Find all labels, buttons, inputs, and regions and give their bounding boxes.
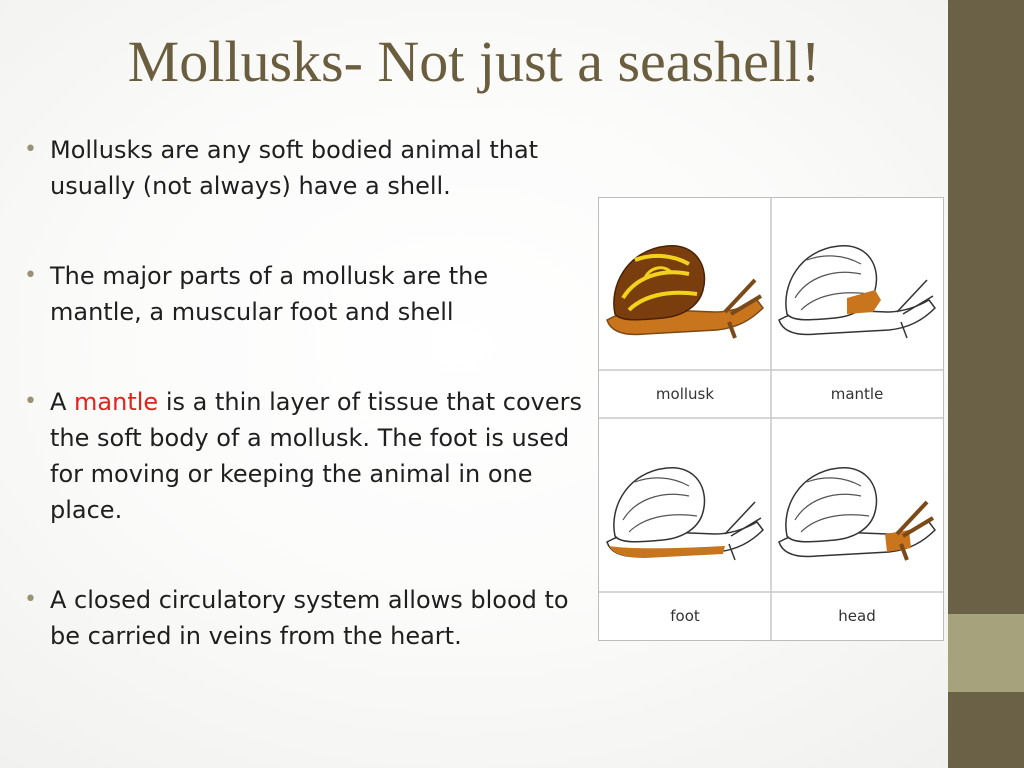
label-mantle: mantle [830,385,884,403]
sidebar-decoration-light [948,614,1024,692]
snail-mollusk-icon [607,246,763,338]
bullet-text: Mollusks are any soft bodied animal that usually (not always) have a shell. [50,136,539,200]
mantle-highlight: mantle [74,388,159,416]
bullet-item [22,582,582,654]
bullet-list [22,132,582,708]
snail-mantle-icon [779,246,935,338]
bullet-dot: • [24,389,37,414]
bullet-item [22,258,582,330]
bullet-text: A closed circulatory system allows blood to be carried in veins from the heart. [50,586,569,650]
mollusk-parts-figure [598,197,944,641]
label-foot: foot [670,607,700,625]
snail-foot-icon [607,468,763,560]
bullet-dot: • [24,587,37,612]
bullet-dot: • [24,263,37,288]
slide-title: Mollusks- Not just a seashell! [127,29,821,94]
bullet-text-prefix: A [50,388,75,416]
bullet-item [22,384,582,528]
bullet-dot: • [24,137,37,162]
figure-grid [599,198,943,640]
bullet-text: The major parts of a mollusk are the mantle, a muscular foot and shell [50,262,489,326]
label-head: head [838,607,876,625]
bullet-text-suffix: is a thin layer of tissue that covers the soft body of a mollusk. The foot is used for moving or keeping the animal in one place. [50,388,582,524]
bullet-item [22,132,582,204]
snail-head-icon [779,468,935,560]
label-mollusk: mollusk [655,385,715,403]
